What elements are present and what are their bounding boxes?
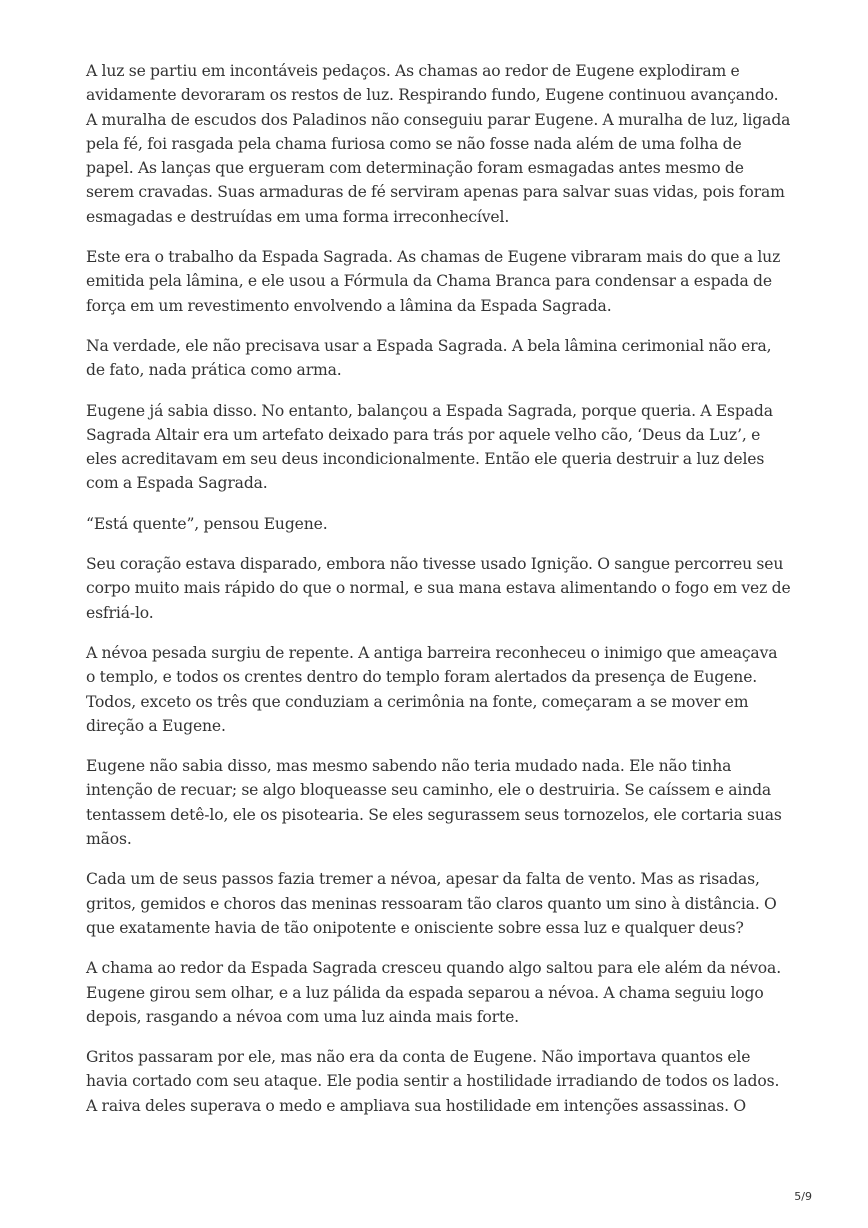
- paragraph: Cada um de seus passos fazia tremer a névoa, apesar da falta de vento. Mas as risadas, gritos, gemidos e choros das meninas ressoaram tão claros quanto um sino à distância. O que exatamente havia de tão onipotente e onisciente sobre essa luz e qualquer deus?: [86, 870, 777, 937]
- paragraph: Gritos passaram por ele, mas não era da conta de Eugene. Não importava quantos ele havia cortado com seu ataque. Ele podia sentir a hostilidade irradiando de todos os lados. A raiva deles superava o medo e ampliava sua hostilidade em intenções assassinas. O: [86, 1048, 780, 1115]
- paragraph: Seu coração estava disparado, embora não tivesse usado Ignição. O sangue percorreu seu corpo muito mais rápido do que o normal, e sua mana estava alimentando o fogo em vez de esfriá-lo.: [86, 555, 791, 622]
- paragraph: Este era o trabalho da Espada Sagrada. As chamas de Eugene vibraram mais do que a luz emitida pela lâmina, e ele usou a Fórmula da Chama Branca para condensar a espada de força em um revestimento envolvendo a lâmina da Espada Sagrada.: [86, 248, 781, 315]
- paragraph: A luz se partiu em incontáveis pedaços. As chamas ao redor de Eugene explodiram e avidamente devoraram os restos de luz. Respirando fundo, Eugene continuou avançando. A muralha de escudos dos Paladinos não conseguiu parar Eugene. A muralha de luz, ligada pela fé, foi rasgada pela chama furiosa como se não fosse nada além de uma folha de papel. As lanças que ergueram com determinação foram esmagadas antes mesmo de serem cravadas. Suas armaduras de fé serviram apenas para salvar suas vidas, pois foram esmagadas e destruídas em uma forma irreconhecível.: [86, 62, 791, 226]
- document-body: [86, 59, 791, 1134]
- paragraph: Na verdade, ele não precisava usar a Espada Sagrada. A bela lâmina cerimonial não era, de fato, nada prática como arma.: [86, 336, 772, 380]
- paragraph: “Está quente”, pensou Eugene.: [86, 514, 328, 533]
- paragraph: A névoa pesada surgiu de repente. A antiga barreira reconheceu o inimigo que ameaçava o templo, e todos os crentes dentro do templo foram alertados da presença de Eugene. Todos, exceto os três que conduziam a cerimônia na fonte, começaram a se mover em direção a Eugene.: [86, 643, 778, 735]
- paragraph: Eugene não sabia disso, mas mesmo sabendo não teria mudado nada. Ele não tinha intenção de recuar; se algo bloqueasse seu caminho, ele o destruiria. Se caíssem e ainda tentassem detê-lo, ele os pisotearia. Se eles segurassem seus tornozelos, ele cortaria suas mãos.: [86, 757, 782, 849]
- paragraph: A chama ao redor da Espada Sagrada cresceu quando algo saltou para ele além da névoa. Eugene girou sem olhar, e a luz pálida da espada separou a névoa. A chama seguiu logo depois, rasgando a névoa com uma luz ainda mais forte.: [86, 959, 781, 1026]
- page-number: 5/9: [794, 1190, 812, 1203]
- paragraph: Eugene já sabia disso. No entanto, balançou a Espada Sagrada, porque queria. A Espada Sagrada Altair era um artefato deixado para trás por aquele velho cão, ‘Deus da Luz’, e eles acreditavam em seu deus incondicionalmente. Então ele queria destruir a luz deles com a Espada Sagrada.: [86, 401, 773, 493]
